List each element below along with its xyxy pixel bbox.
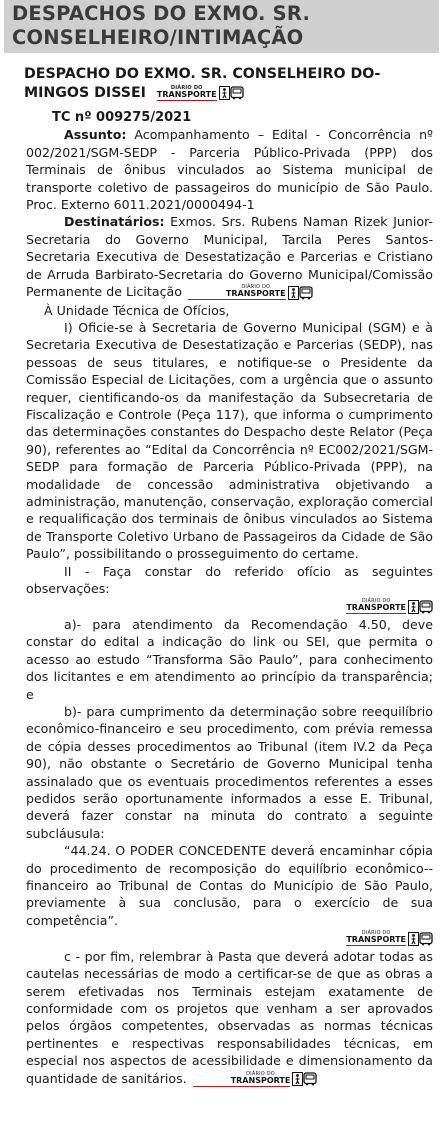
- stamp-big-text: TRANSPORTE: [188, 290, 286, 300]
- person-icon: [288, 286, 299, 300]
- destinatarios-label: Destinatários:: [64, 214, 165, 230]
- assunto-text: Acompanhamento – Edital - Concorrência nº 002/2021/SGM-SEDP - Parceria Público-Privada (PPP) dos Terminais de ônibus vinculados ao Sistema municipal de transporte coletivo de passageiros do município de São Paulo. Proc. Externo 6011.2021/0000494-1: [26, 127, 433, 213]
- stamp-big-text: TRANSPORTE: [346, 603, 406, 613]
- diario-transporte-stamp: [346, 598, 433, 616]
- person-icon: [408, 600, 419, 614]
- title-line2: MINGOS DISSEI: [24, 85, 146, 101]
- person-icon: [219, 86, 230, 100]
- bus-icon: [303, 1072, 317, 1086]
- diario-transporte-stamp: [346, 930, 433, 948]
- title-line2-row: [24, 84, 433, 103]
- quote-subclause: “44.24. O PODER CONCEDENTE deverá encaminhar cópia do procedimento de recomposição do equilíbrio econômico--financeiro ao Tribunal de Contas do Município de São Paulo, previamente à sua conclusão, para o exercício de sua competência”.: [26, 843, 433, 928]
- bus-icon: [299, 286, 313, 300]
- destinatarios-paragraph: [26, 213, 433, 301]
- assunto-label: Assunto:: [64, 127, 127, 143]
- paragraph-ii: [26, 563, 433, 598]
- bus-icon: [419, 932, 433, 946]
- stamp-small-text: DIÁRIO DO: [361, 598, 391, 605]
- diario-transporte-stamp: [193, 1070, 318, 1088]
- person-icon: [408, 932, 419, 946]
- process-number: TC nº 009275/2021: [52, 110, 192, 125]
- section-title-line1: DESPACHOS DO EXMO. SR.: [12, 2, 311, 25]
- document-title: [24, 65, 433, 103]
- stamp-row-quote: [26, 929, 433, 948]
- paragraph-ii-text: II - Faça constar do referido ofício as seguintes observações:: [26, 563, 433, 597]
- paragraph-c: [26, 948, 433, 1088]
- document-body: [0, 65, 443, 1088]
- assunto-paragraph: [26, 126, 433, 213]
- unidade-paragraph: À Unidade Técnica de Ofícios,: [44, 302, 230, 318]
- bus-icon: [230, 86, 244, 100]
- paragraph-b: b)- para cumprimento da determinação sobre reequilíbrio econômico-financeiro e seu procedimento, com prévia remessa de cópia desses procedimentos ao Tribunal (item IV.2 da Peça 90), não obstante o Secretário de Governo Municipal tenha assinalado que os eventuais procedimentos referentes a esses pedidos serão oportunamente informados a esse E. Tribunal, deverá fazer constar na minuta do contrato a seguinte subcláusula:: [26, 704, 433, 841]
- stamp-small-text: DIÁRIO DO: [246, 1070, 275, 1077]
- bus-icon: [419, 600, 433, 614]
- person-icon: [292, 1072, 303, 1086]
- section-title-line2: CONSELHEIRO/INTIMAÇÃO: [12, 26, 304, 49]
- title-line1: DESPACHO DO EXMO. SR. CONSELHEIRO DO-: [24, 66, 381, 82]
- paragraph-i: I) Oficie-se à Secretaria de Governo Municipal (SGM) e à Secretaria Executiva de Desestatização e Parcerias (SEDP), nas pessoas de seus titulares, e notifique-se o Presidente da Comissão Especial de Licitações, com a urgência que o assunto requer, cientificando-os da manifestação da Subsecretaria de Fiscalização e Controle (Peça 117), que informa o cumprimento das determinações constantes do Despacho deste Relator (Peça 90), referentes ao “Edital da Concorrência nº EC002/2021/SGM-SEDP para formação de Parceria Público-Privada (PPP), na modalidade de concessão administrativa objetivando a administração, manutenção, conservação, exploração comercial e requalificação dos terminais de ônibus vinculados ao Sistema de Transporte Coletivo Urbano de Passageiros da Cidade de São Paulo”, possibilitando o prosseguimento do certame.: [26, 319, 433, 562]
- stamp-big-text: TRANSPORTE: [193, 1077, 291, 1087]
- stamp-small-text: DIÁRIO DO: [241, 284, 271, 291]
- diario-transporte-stamp: [188, 284, 313, 302]
- paragraph-c-text: c - por fim, relembrar à Pasta que deverá adotar todas as cautelas necessárias de modo a certificar-se de que as obras a serem efetivadas nos Terminais estejam exatamente de conformidade com os projetos que venham a ser aprovados pelos órgãos competentes, observadas as normas técnicas pertinentes e respectivas responsabilidades técnicas, em especial nos aspectos de acessibilidade e dimensionamento da quantidade de sanitários.: [26, 948, 433, 1086]
- diario-transporte-stamp: [157, 84, 244, 102]
- stamp-small-text: DIÁRIO DO: [361, 930, 391, 937]
- stamp-row-ii: [26, 597, 433, 616]
- stamp-small-text: DIÁRIO DO: [170, 84, 203, 91]
- stamp-big-text: TRANSPORTE: [156, 89, 217, 99]
- destinatarios-text: Exmos. Srs. Rubens Naman Rizek Junior-Secretaria do Governo Municipal, Tarcila Peres Santos-Secretaria Executiva de Desestatização e Parcerias e Cristiano de Arruda Barbirato-Secretaria do Governo Municipal/Comissão Permanente de Licitação: [26, 214, 433, 300]
- paragraph-a: a)- para atendimento da Recomendação 4.50, deve constar do edital a indicação do link ou SEI, que permita o acesso ao estudo “Transforma São Paulo”, para conhecimento dos licitantes e em atendimento ao princípio da transparência; e: [26, 616, 433, 702]
- stamp-big-text: TRANSPORTE: [346, 935, 406, 945]
- section-header: [4, 0, 439, 53]
